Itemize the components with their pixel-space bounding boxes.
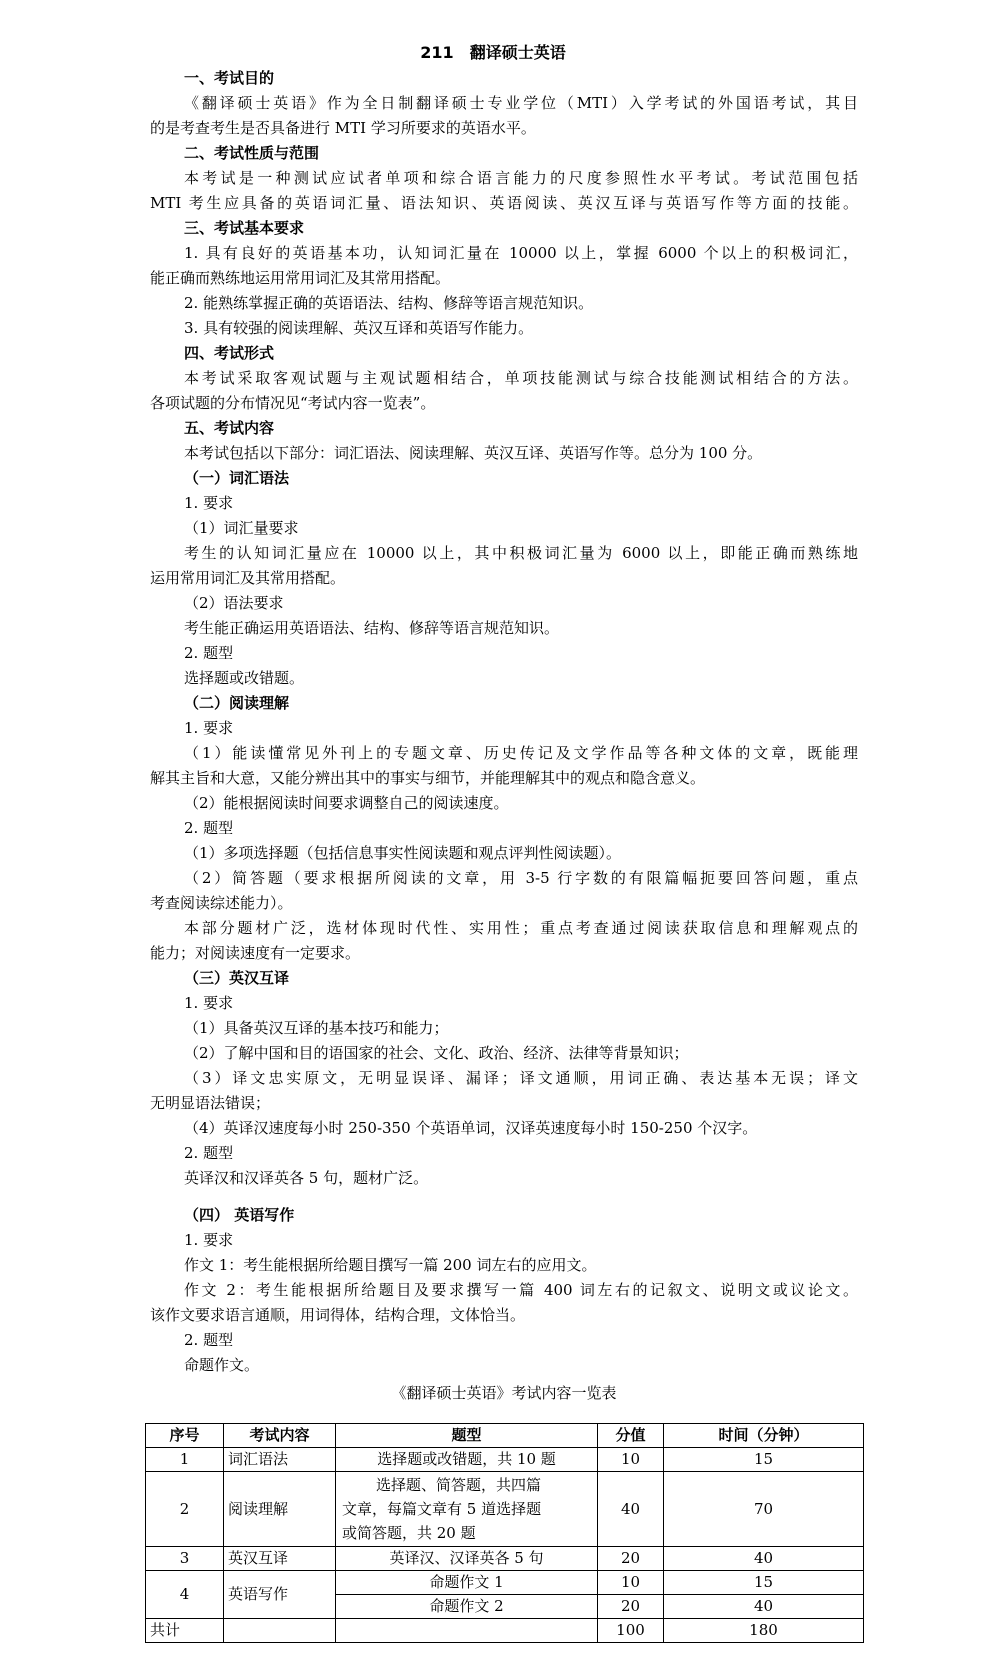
cell-score: 20	[598, 1595, 664, 1619]
table-header-row	[146, 1424, 864, 1448]
cell-no: 2	[146, 1472, 224, 1547]
paragraph-line: 能正确而熟练地运用常用词汇及其常用搭配。	[150, 269, 451, 287]
paragraph-line: （1）词汇量要求	[184, 519, 299, 537]
paragraph-line: 3. 具有较强的阅读理解、英汉互译和英语写作能力。	[184, 319, 534, 337]
cell-content: 英语写作	[224, 1571, 336, 1619]
table-total-row	[146, 1619, 864, 1643]
cell-no: 4	[146, 1571, 224, 1619]
paragraph-line: 1. 要求	[184, 994, 234, 1012]
table-row	[146, 1547, 864, 1571]
cell-time: 40	[664, 1595, 864, 1619]
paragraph-line: （1）具备英汉互译的基本技巧和能力；	[184, 1019, 449, 1037]
paragraph-line: 作文 2：考生能根据所给题目及要求撰写一篇 400 词左右的记叙文、说明文或议论文。	[184, 1281, 858, 1299]
header-no: 序号	[146, 1424, 224, 1448]
cell-total-label: 共计	[146, 1619, 224, 1643]
cell-empty	[336, 1619, 598, 1643]
subsection-heading: （一）词汇语法	[184, 469, 290, 487]
paragraph-line: 考生能正确运用英语语法、结构、修辞等语言规范知识。	[184, 619, 560, 637]
paragraph-line: 解其主旨和大意，又能分辨出其中的事实与细节，并能理解其中的观点和隐含意义。	[150, 769, 706, 787]
section-heading: 五、考试内容	[184, 419, 275, 437]
section-heading: 二、考试性质与范围	[184, 144, 320, 162]
paragraph-line: 1. 具有良好的英语基本功，认知词汇量在 10000 以上，掌握 6000 个以上的积极词汇，	[184, 244, 858, 262]
paragraph-line: 运用常用词汇及其常用搭配。	[150, 569, 346, 587]
paragraph-line: 命题作文。	[184, 1356, 260, 1374]
cell-no: 1	[146, 1448, 224, 1472]
paragraph-line: 2. 题型	[184, 819, 234, 837]
subsection-heading: （三）英汉互译	[184, 969, 290, 987]
paragraph-line: 本部分题材广泛，选材体现时代性、实用性；重点考查通过阅读获取信息和理解观点的	[184, 919, 858, 937]
header-score: 分值	[598, 1424, 664, 1448]
cell-type-line: 文章，每篇文章有 5 道选择题	[342, 1500, 542, 1518]
cell-type: 英译汉、汉译英各 5 句	[336, 1547, 598, 1571]
paragraph-line: 2. 题型	[184, 1331, 234, 1349]
cell-content: 词汇语法	[224, 1448, 336, 1472]
paragraph-line: 能力；对阅读速度有一定要求。	[150, 944, 361, 962]
header-type: 题型	[336, 1424, 598, 1448]
cell-time: 15	[664, 1448, 864, 1472]
cell-time: 40	[664, 1547, 864, 1571]
paragraph-line: 1. 要求	[184, 494, 234, 512]
paragraph-line: （2）能根据阅读时间要求调整自己的阅读速度。	[184, 794, 509, 812]
title-text: 翻译硕士英语	[469, 43, 566, 62]
section-heading: 一、考试目的	[184, 69, 275, 87]
spacer	[150, 1191, 858, 1203]
paragraph-line: （2）语法要求	[184, 594, 284, 612]
title-number: 211	[420, 43, 454, 62]
section-heading: 三、考试基本要求	[184, 219, 305, 237]
cell-type-line: 选择题、简答题，共四篇	[376, 1476, 542, 1494]
cell-time: 15	[664, 1571, 864, 1595]
paragraph-line: 2. 能熟练掌握正确的英语语法、结构、修辞等语言规范知识。	[184, 294, 594, 312]
paragraph-line: 2. 题型	[184, 644, 234, 662]
cell-type-line: 或简答题，共 20 题	[342, 1524, 476, 1542]
paragraph-line: 考查阅读综述能力）。	[150, 894, 293, 912]
cell-score: 10	[598, 1448, 664, 1472]
paragraph-line: （2）简答题（要求根据所阅读的文章，用 3-5 行字数的有限篇幅扼要回答问题，重点	[184, 869, 858, 887]
paragraph-line: 选择题或改错题。	[184, 669, 305, 687]
paragraph-line: （4）英译汉速度每小时 250-350 个英语单词，汉译英速度每小时 150-250 个汉字。	[184, 1119, 758, 1137]
document-body	[150, 66, 858, 1405]
cell-type	[336, 1472, 598, 1547]
table-caption: 《翻译硕士英语》考试内容一览表	[391, 1384, 617, 1402]
table-row	[146, 1472, 864, 1547]
paragraph-line: MTI 考生应具备的英语词汇量、语法知识、英语阅读、英汉互译与英语写作等方面的技能。	[150, 194, 858, 212]
cell-type: 命题作文 1	[336, 1571, 598, 1595]
cell-empty	[224, 1619, 336, 1643]
paragraph-line: （3）译文忠实原文，无明显误译、漏译；译文通顺，用词正确、表达基本无误；译文	[184, 1069, 858, 1087]
paragraph-line: 1. 要求	[184, 1231, 234, 1249]
paragraph-line: 该作文要求语言通顺，用词得体，结构合理，文体恰当。	[150, 1306, 526, 1324]
cell-type: 命题作文 2	[336, 1595, 598, 1619]
paragraph-line: （1）能读懂常见外刊上的专题文章、历史传记及文学作品等各种文体的文章，既能理	[184, 744, 858, 762]
header-content: 考试内容	[224, 1424, 336, 1448]
table-row	[146, 1448, 864, 1472]
cell-score: 40	[598, 1472, 664, 1547]
header-time: 时间（分钟）	[664, 1424, 864, 1448]
subsection-heading: （四） 英语写作	[184, 1206, 295, 1224]
paragraph-line: 无明显语法错误；	[150, 1094, 271, 1112]
cell-time: 70	[664, 1472, 864, 1547]
table-row	[146, 1571, 864, 1595]
paragraph-line: 本考试采取客观试题与主观试题相结合，单项技能测试与综合技能测试相结合的方法。	[184, 369, 858, 387]
subsection-heading: （二）阅读理解	[184, 694, 290, 712]
paragraph-line: 2. 题型	[184, 1144, 234, 1162]
paragraph-line: 1. 要求	[184, 719, 234, 737]
cell-total-time: 180	[664, 1619, 864, 1643]
paragraph-line: 英译汉和汉译英各 5 句，题材广泛。	[184, 1169, 429, 1187]
paragraph-line: （1）多项选择题（包括信息事实性阅读题和观点评判性阅读题）。	[184, 844, 622, 862]
paragraph-line: 各项试题的分布情况见“考试内容一览表”。	[150, 394, 436, 412]
cell-content: 阅读理解	[224, 1472, 336, 1547]
cell-type: 选择题或改错题，共 10 题	[336, 1448, 598, 1472]
section-heading: 四、考试形式	[184, 344, 275, 362]
cell-score: 20	[598, 1547, 664, 1571]
paragraph-line: 考生的认知词汇量应在 10000 以上，其中积极词汇量为 6000 以上，即能正确而熟练地	[184, 544, 858, 562]
cell-total-score: 100	[598, 1619, 664, 1643]
cell-no: 3	[146, 1547, 224, 1571]
exam-content-table	[145, 1423, 864, 1643]
paragraph-line: 本考试是一种测试应试者单项和综合语言能力的尺度参照性水平考试。考试范围包括	[184, 169, 858, 187]
paragraph-line: 作文 1：考生能根据所给题目撰写一篇 200 词左右的应用文。	[184, 1256, 597, 1274]
cell-content: 英汉互译	[224, 1547, 336, 1571]
paragraph-line: （2）了解中国和目的语国家的社会、文化、政治、经济、法律等背景知识；	[184, 1044, 689, 1062]
paragraph-line: 本考试包括以下部分：词汇语法、阅读理解、英汉互译、英语写作等。总分为 100 分。	[184, 444, 763, 462]
paragraph-line: 的是考查考生是否具备进行 MTI 学习所要求的英语水平。	[150, 119, 536, 137]
cell-score: 10	[598, 1571, 664, 1595]
paragraph-line: 《翻译硕士英语》作为全日制翻译硕士专业学位（MTI）入学考试的外国语考试，其目	[184, 94, 858, 112]
page-title	[0, 40, 986, 63]
